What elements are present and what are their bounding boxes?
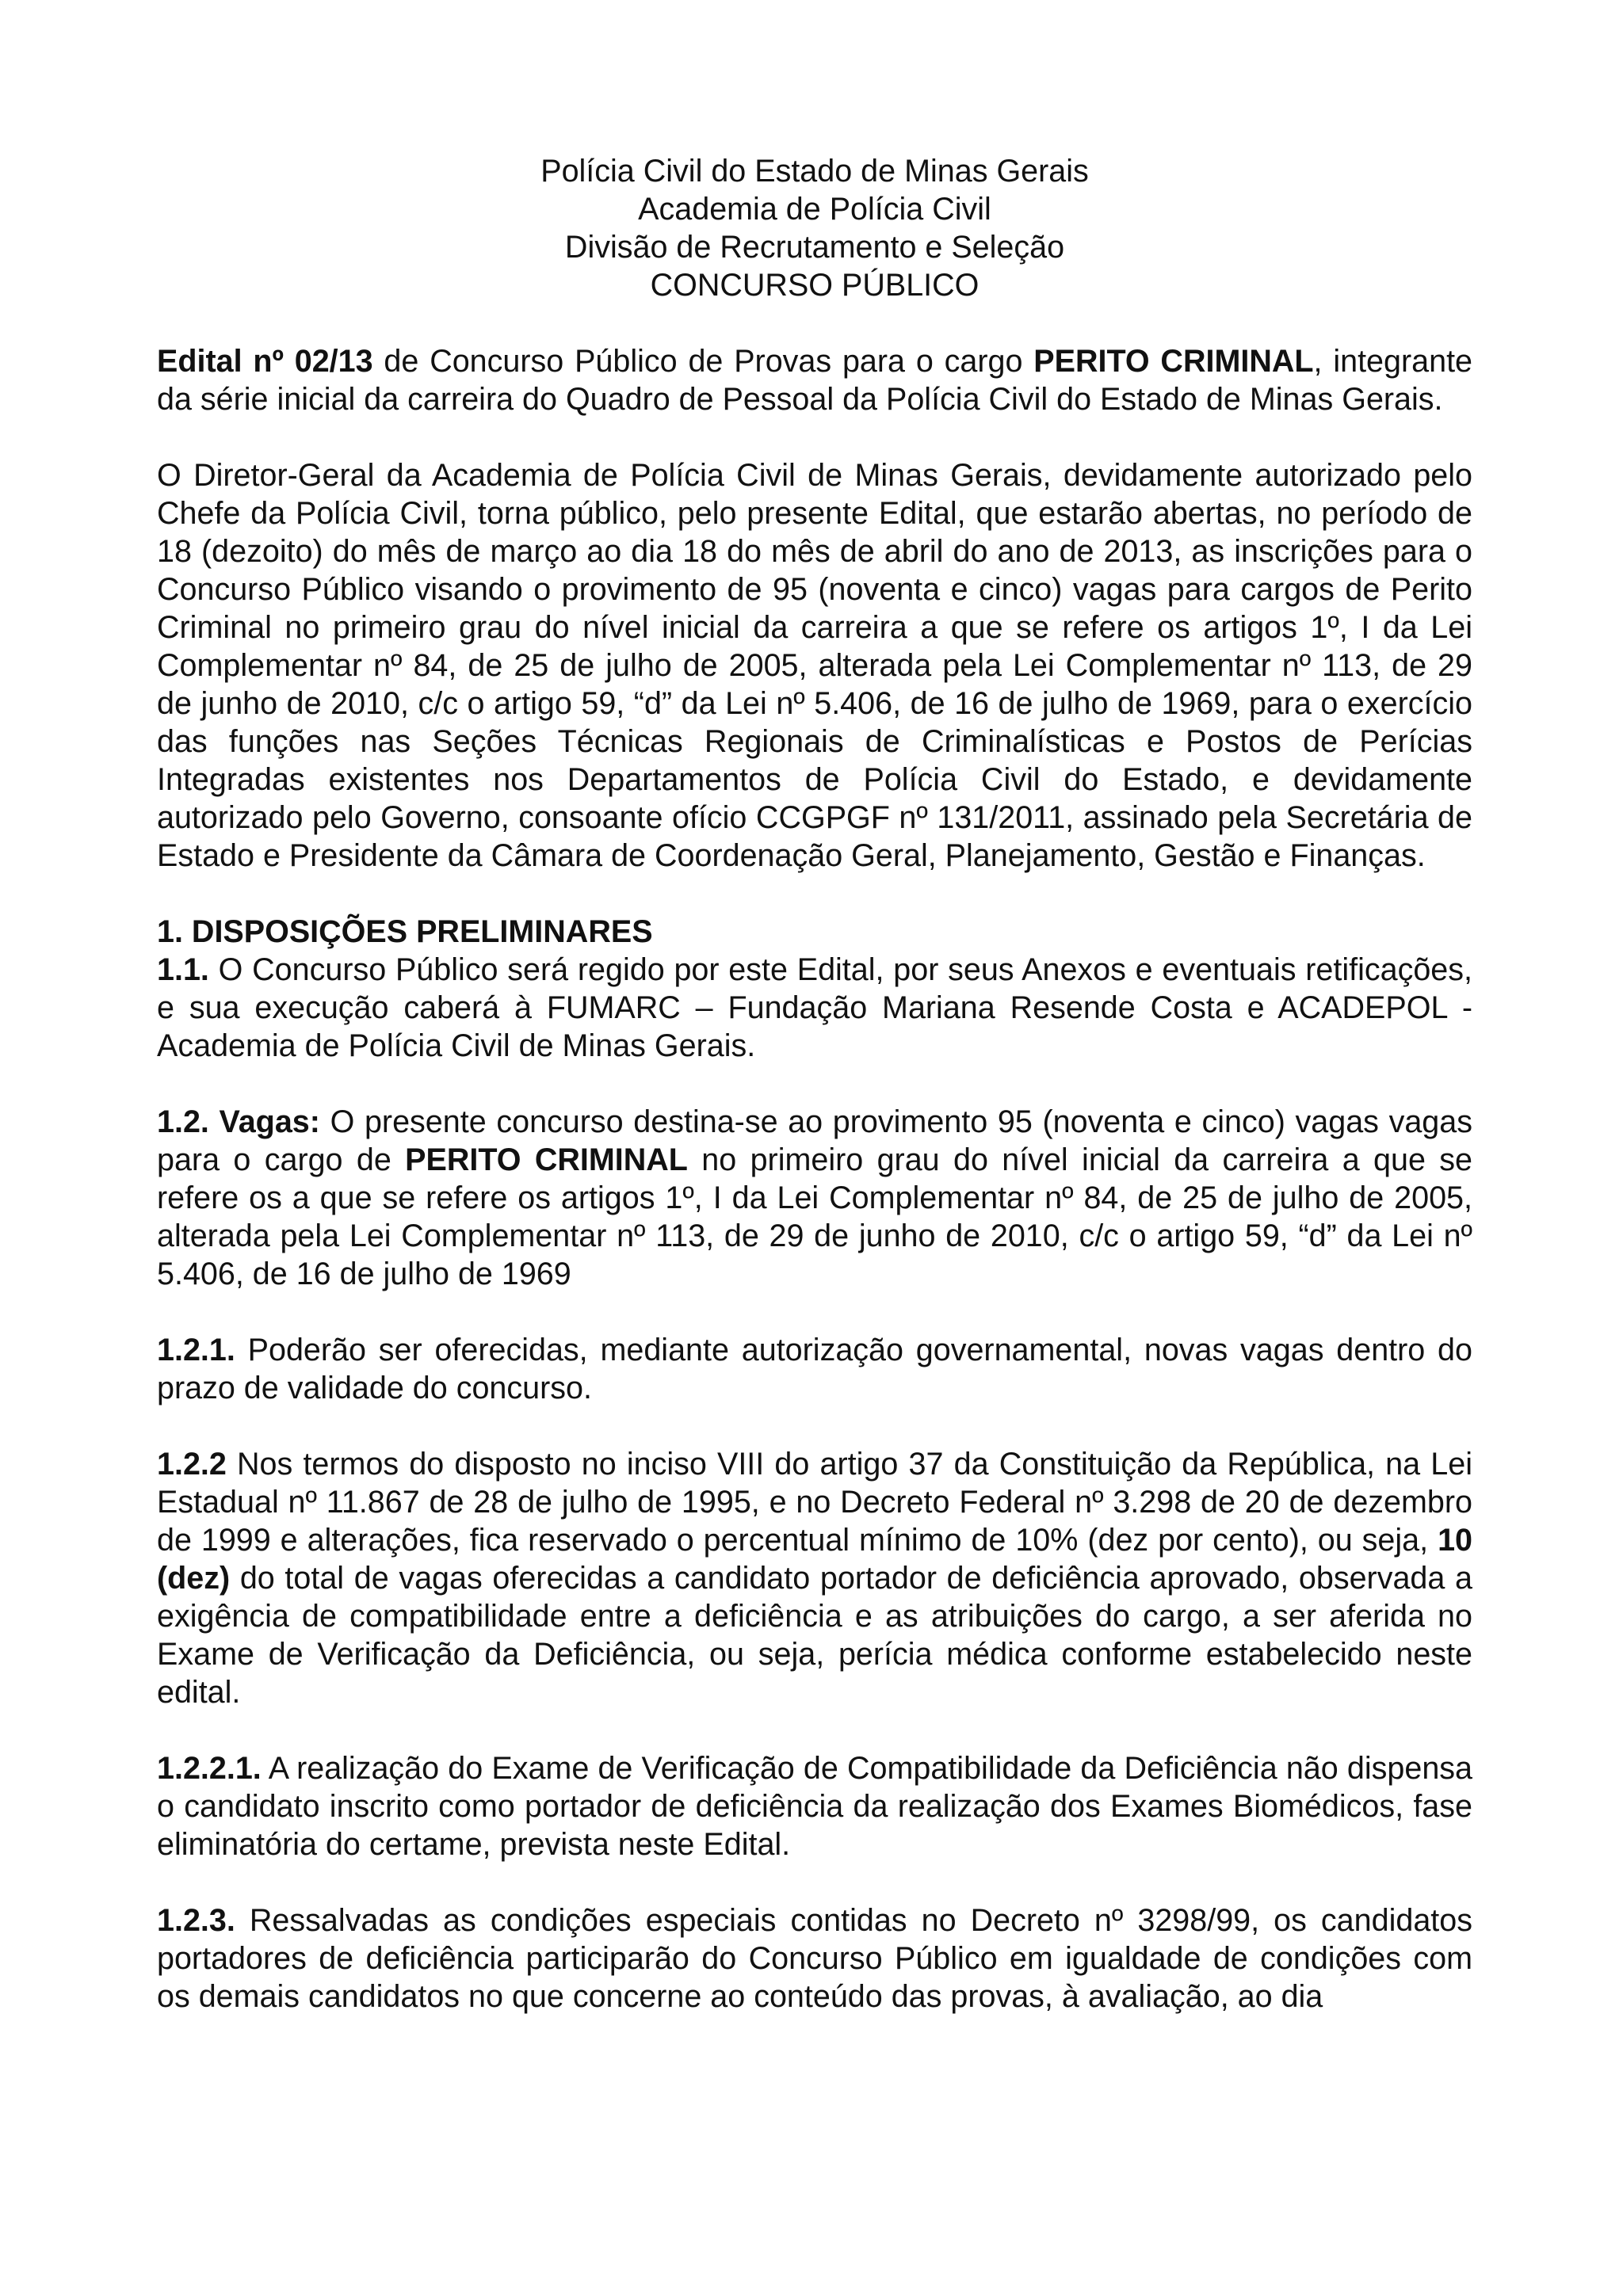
edital-label: Edital nº 02/13 bbox=[157, 344, 373, 379]
clause-1-2-text-1: O presente concurso destina-se ao provimento 95 (noventa e cinco) vagas vagas para o cargo de bbox=[157, 1104, 1472, 1177]
clause-1-1 bbox=[157, 951, 1472, 1065]
clause-1-2-2-1 bbox=[157, 1749, 1472, 1863]
clause-1-2-text-2: no primeiro grau do nível inicial da carreira a que se refere os a que se refere os artigos 1º, I da Lei Complementar nº 84, de 25 de julho de 2005, alterada pela Lei Complementar nº 113, de 29 de junho de 2010, c/c o artigo 59, “d” da Lei nº 5.406, de 16 de julho de 1969 bbox=[157, 1142, 1472, 1291]
clause-1-2-1-text: Poderão ser oferecidas, mediante autorização governamental, novas vagas dentro do prazo de validade do concurso. bbox=[157, 1333, 1472, 1405]
clause-1-2-2 bbox=[157, 1445, 1472, 1711]
clause-1-2-1-number: 1.2.1. bbox=[157, 1333, 235, 1367]
document-page bbox=[157, 152, 1472, 2016]
edital-cargo: PERITO CRIMINAL bbox=[1033, 344, 1314, 379]
header-division: Divisão de Recrutamento e Seleção bbox=[564, 230, 1065, 265]
header-title: CONCURSO PÚBLICO bbox=[650, 268, 980, 303]
clause-1-2-3 bbox=[157, 1901, 1472, 2016]
clause-1-2-2-text-2: do total de vagas oferecidas a candidato portador de deficiência aprovado, observada a exigência de compatibilidade entre a deficiência e as atribuições do cargo, a ser aferida no Exame de Verificação da Deficiência, ou seja, perícia médica conforme estabelecido neste edital. bbox=[157, 1561, 1472, 1710]
section-1-title: 1. DISPOSIÇÕES PRELIMINARES bbox=[157, 914, 653, 949]
clause-1-2-2-1-text: A realização do Exame de Verificação de Compatibilidade da Deficiência não dispensa o candidato inscrito como portador de deficiência da realização dos Exames Biomédicos, fase eliminatória do certame, prevista neste Edital. bbox=[157, 1751, 1472, 1862]
header-academy: Academia de Polícia Civil bbox=[638, 192, 991, 227]
edital-text-2: , integrante da série inicial da carreira do Quadro de Pessoal da Polícia Civil do Estado de Minas Gerais. bbox=[157, 344, 1473, 417]
clause-1-2-1 bbox=[157, 1331, 1472, 1407]
clause-1-1-text: O Concurso Público será regido por este Edital, por seus Anexos e eventuais retificações, e sua execução caberá à FUMARC – Fundação Mariana Resende Costa e ACADEPOL - Academia de Polícia Civil de Minas Gerais. bbox=[157, 952, 1472, 1063]
clause-1-2-3-text: Ressalvadas as condições especiais contidas no Decreto nº 3298/99, os candidatos portadores de deficiência participarão do Concurso Público em igualdade de condições com os demais candidatos no que concerne ao conteúdo das provas, à avaliação, ao dia bbox=[157, 1903, 1472, 2014]
clause-1-2-2-text-1: Nos termos do disposto no inciso VIII do artigo 37 da Constituição da República, na Lei Estadual nº 11.867 de 28 de julho de 1995, e no Decreto Federal nº 3.298 de 20 de dezembro de 1999 e alterações, fica reservado o percentual mínimo de 10% (dez por cento), ou seja, bbox=[157, 1447, 1472, 1558]
clause-1-2-2-bold: 10 (dez) bbox=[157, 1523, 1472, 1596]
clause-1-1-number: 1.1. bbox=[157, 952, 209, 987]
clause-1-2-2-1-number: 1.2.2.1. bbox=[157, 1751, 262, 1786]
document-header bbox=[157, 152, 1472, 304]
clause-1-2 bbox=[157, 1103, 1472, 1293]
header-institution: Polícia Civil do Estado de Minas Gerais bbox=[540, 154, 1089, 189]
clause-1-2-number: 1.2. Vagas: bbox=[157, 1104, 320, 1139]
edital-paragraph bbox=[157, 342, 1472, 418]
clause-1-2-cargo: PERITO CRIMINAL bbox=[405, 1142, 688, 1177]
clause-1-2-2-number: 1.2.2 bbox=[157, 1447, 227, 1482]
edital-text-1: de Concurso Público de Provas para o cargo bbox=[372, 344, 1034, 379]
intro-paragraph: O Diretor-Geral da Academia de Polícia Civil de Minas Gerais, devidamente autorizado pelo Chefe da Polícia Civil, torna público, pelo presente Edital, que estarão abertas, no período de 18 (dezoito) do mês de março ao dia 18 do mês de abril do ano de 2013, as inscrições para o Concurso Público visando o provimento de 95 (noventa e cinco) vagas para cargos de Perito Criminal no primeiro grau do nível inicial da carreira a que se refere os artigos 1º, I da Lei Complementar nº 84, de 25 de julho de 2005, alterada pela Lei Complementar nº 113, de 29 de junho de 2010, c/c o artigo 59, “d” da Lei nº 5.406, de 16 de julho de 1969, para o exercício das funções nas Seções Técnicas Regionais de Criminalísticas e Postos de Perícias Integradas existentes nos Departamentos de Polícia Civil do Estado, e devidamente autorizado pelo Governo, consoante ofício CCGPGF nº 131/2011, assinado pela Secretária de Estado e Presidente da Câmara de Coordenação Geral, Planejamento, Gestão e Finanças. bbox=[157, 458, 1472, 873]
clause-1-2-3-number: 1.2.3. bbox=[157, 1903, 235, 1938]
